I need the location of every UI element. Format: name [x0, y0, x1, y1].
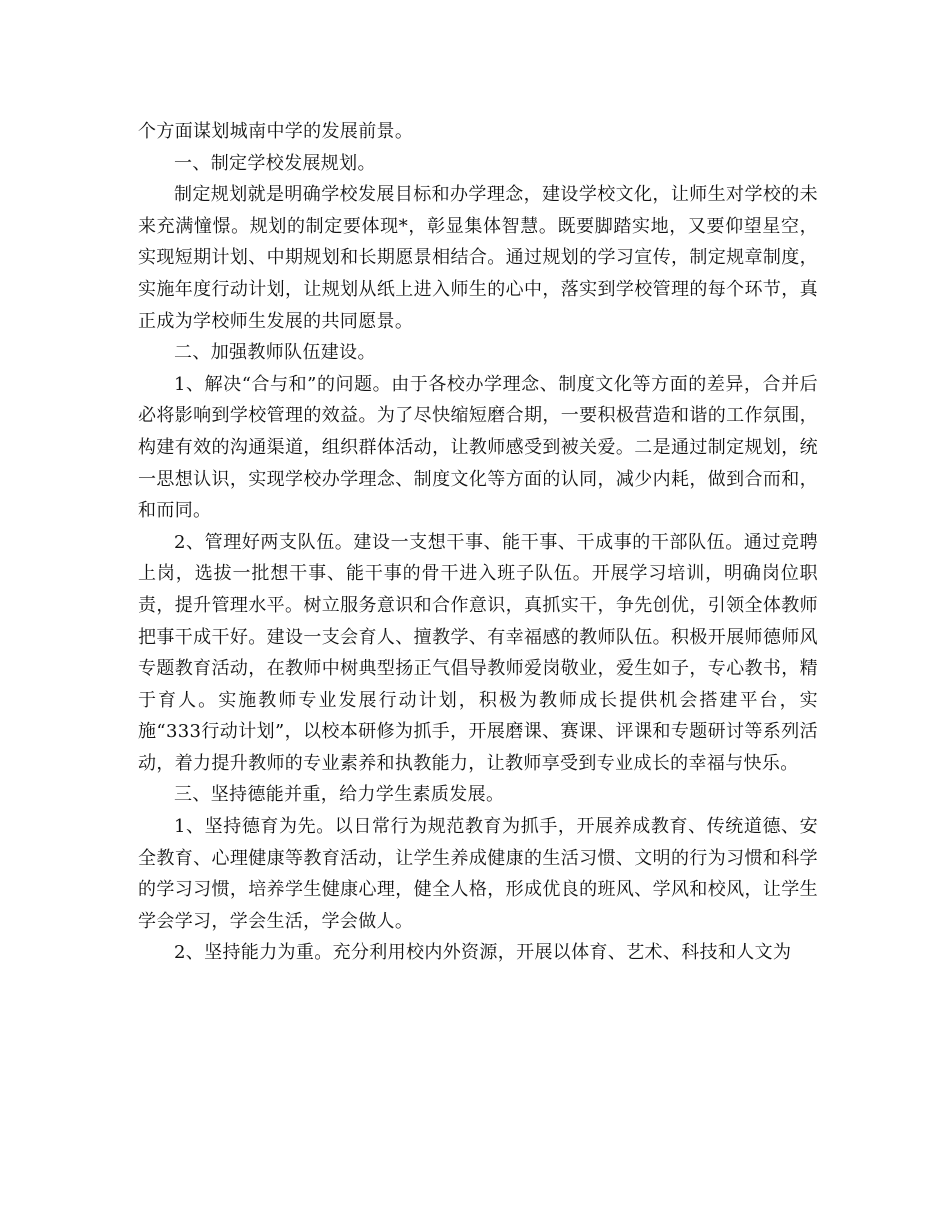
paragraph-moral-education: 1、坚持德育为先。以日常行为规范教育为抓手，开展养成教育、传统道德、安全教育、心理健康等教育活动，让学生养成健康的生活习惯、文明的行为习惯和科学的学习习惯，培养学生健康心理，健全人格，形成优良的班风、学风和校风，让学生学会学习，学会生活，学会做人。: [138, 816, 818, 932]
paragraph-harmony: 1、解决“合与和”的问题。由于各校办学理念、制度文化等方面的差异，合并后必将影响到学校管理的效益。为了尽快缩短磨合期，一要积极营造和谐的工作氛围，构建有效的沟通渠道，组织群体活动，让教师感受到被关爱。二是通过制定规划，统一思想认识，实现学校办学理念、制度文化等方面的认同，减少内耗，做到合而和，和而同。: [138, 373, 818, 522]
section-heading-2: 二、加强教师队伍建设。: [174, 342, 376, 364]
paragraph-ability: 2、坚持能力为重。充分利用校内外资源，开展以体育、艺术、科技和人文为: [174, 942, 792, 964]
paragraph-two-teams: 2、管理好两支队伍。建设一支想干事、能干事、干成事的干部队伍。通过竞聘上岗，选拔一批想干事、能干事的骨干进入班子队伍。开展学习培训，明确岗位职责，提升管理水平。树立服务意识和合作意识，真抓实干，争先创优，引领全体教师把事干成干好。建设一支会育人、擅教学、有幸福感的教师队伍。积极开展师德师风专题教育活动，在教师中树典型扬正气倡导教师爱岗敬业，爱生如子，专心教书，精于育人。实施教师专业发展行动计划，积极为教师成长提供机会搭建平台，实施“333行动计划”，以校本研修为抓手，开展磨课、赛课、评课和专题研讨等系列活动，着力提升教师的专业素养和执教能力，让教师享受到专业成长的幸福与快乐。: [138, 531, 818, 774]
paragraph-continuation: 个方面谋划城南中学的发展前景。: [138, 121, 414, 142]
paragraph-planning: 制定规划就是明确学校发展目标和办学理念，建设学校文化，让师生对学校的未来充满憧憬。规划的制定要体现*，彰显集体智慧。既要脚踏实地，又要仰望星空，实现短期计划、中期规划和长期愿景相结合。通过规划的学习宣传，制定规章制度，实施年度行动计划，让规划从纸上进入师生的心中，落实到学校管理的每个环节，真正成为学校师生发展的共同愿景。: [138, 184, 818, 332]
document-body: [138, 116, 818, 969]
section-heading-3: 三、坚持德能并重，给力学生素质发展。: [174, 784, 505, 806]
section-heading-1: 一、制定学校发展规划。: [174, 152, 376, 174]
